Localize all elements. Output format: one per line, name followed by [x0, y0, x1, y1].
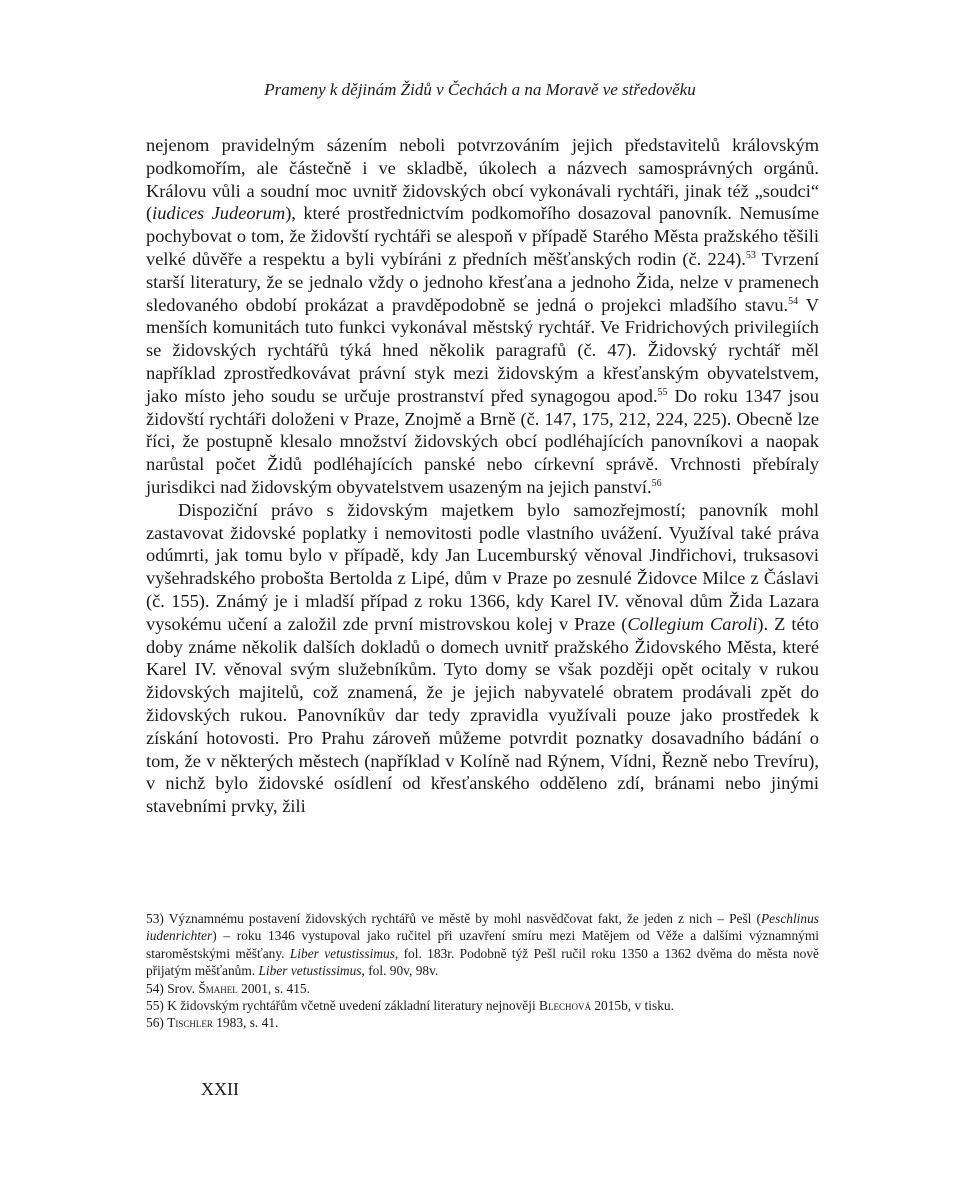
footnotes [146, 910, 819, 1032]
paragraph-2 [146, 499, 819, 818]
running-head: Prameny k dějinám Židů v Čechách a na Moravě ve středověku [264, 80, 696, 99]
text-run: 56) [146, 1015, 168, 1031]
italic-text: Liber vetustissimus [289, 945, 395, 961]
text-run: Dispoziční právo s židovským majetkem bylo samozřejmostí; panovník mohl zastavovat židovské poplatky i nemovitosti podle vlastního uvážení. Využíval také práva odúmrti, jak tomu bylo v případě, kdy Jan Lucemburský věnoval Jindřichovi, truksasovi vyšehradského probošta Bertolda z Lipé, dům v Praze po zesnulé Židovce Milce z Čáslavi (č. 155). Známý je i mladší případ z roku 1366, kdy Karel IV. věnoval dům Žida Lazara vysokému učení a založil zde první mistrovskou kolej v Praze ( [146, 499, 819, 634]
text-run: 2015b, v tisku. [590, 998, 674, 1014]
footnote-ref: 55 [657, 386, 668, 398]
footnote-55 [146, 997, 819, 1014]
italic-text: iudices Judeorum [152, 203, 286, 224]
text-run: Tvrzení starší literatury, že se jednalo vždy o jednoho křesťana a jednoho Žida, nelze v pramenech sledovaného období prokázat a pravděpodobně se jedná o projekci mladšího stavu. [146, 248, 819, 315]
footnote-ref: 53 [745, 249, 756, 261]
text-run: , fol. 90v, 98v. [361, 963, 439, 979]
italic-text: Collegium Caroli [627, 613, 758, 634]
text-run: 53) Významnému postavení židovských rychtářů ve městě by mohl nasvědčovat fakt, že jeden z nich – Pešl ( [146, 911, 761, 926]
text-run: Do roku 1347 jsou židovští rychtáři doloženi v Praze, Znojmě a Brně (č. 147, 175, 212, 224, 225). Obecně lze říci, že postupně klesalo množství židovských obcí podléhajících panovníkovi a naopak narůstal počet Židů podléhajících panské nebo církevní správě. Vrchnosti přebíraly jurisdikci nad židovským obyvatelstvem usazeným na jejich panství. [146, 385, 819, 497]
author-name: Blechová [539, 998, 591, 1014]
footnote-53 [146, 910, 819, 980]
text-run: 54) Srov. [146, 980, 199, 996]
text-run: ). Z této doby známe několik dalších dokladů o domech uvnitř pražského Židovského Města, které Karel IV. věnoval svým služebníkům. Tyto domy se však později opět ocitaly v rukou židovských majitelů, což znamená, že je jejich nabyvatelé obratem prodávali zpět do židovských rukou. Panovníkův dar tedy zpravidla využívali pouze jako prostředek k získání hotovosti. Pro Prahu zároveň můžeme potvrdit poznatky dosavadního bádání o tom, že v některých městech (například v Kolíně nad Rýnem, Vídni, Řezně nebo Trevíru), v nichž bylo židovské osídlení od křesťanského odděleno zdí, bránami nebo jinými stavebními prvky, žili [146, 613, 819, 817]
footnote-ref: 56 [651, 477, 662, 489]
author-name: Tischler [167, 1015, 213, 1031]
text-run: ) – roku 1346 vystupoval jako ručitel při uzavření smíru mezi Matějem od Věže a dalšími významnými staroměstskými měšťany. [146, 928, 819, 961]
text-run: 55) K židovským rychtářům včetně uvedení základní literatury nejnověji [146, 998, 540, 1014]
author-name: Šmahel [198, 980, 238, 996]
italic-text: Peschlinus iudenrichter [146, 911, 819, 944]
footnote-54 [146, 980, 819, 997]
text-run: 1983, s. 41. [212, 1015, 279, 1031]
text-run: nejenom pravidelným sázením neboli potvrzováním jejich představitelů královským podkomořím, ale částečně i ve skladbě, úkolech a názvech samosprávných orgánů. Královu vůli a soudní moc uvnitř židovských obcí vykonávali rychtáři, jinak též „soudci“ ( [146, 135, 819, 224]
text-run: V menších komunitách tuto funkci vykonával městský rychtář. Ve Fridrichových privilegiích se židovských rychtářů týká hned několik paragrafů (č. 47). Židovský rychtář měl například zprostředkovávat právní styk mezi židovským a křesťanským obyvatelstvem, jako místo jeho soudu se určuje prostranství před synagogou apod. [146, 294, 819, 406]
page-number: XXII [201, 1079, 239, 1099]
body-text [146, 134, 819, 818]
italic-text: Liber vetustissimus [258, 963, 362, 979]
text-run: ), které prostřednictvím podkomořího dosazoval panovník. Nemusíme pochybovat o tom, že židovští rychtáři se alespoň v případě Starého Města pražského těšili velké důvěře a respektu a byli vybíráni z předních měšťanských rodin (č. 224). [146, 203, 819, 269]
text-run: 2001, s. 415. [237, 980, 310, 996]
footnote-56 [146, 1014, 819, 1031]
text-run: , fol. 183r. Podobně týž Pešl ručil roku 1350 a 1362 dvěma do města nově přijatým měšťanům. [146, 945, 819, 979]
footnote-ref: 54 [788, 295, 799, 307]
paragraph-1 [146, 134, 819, 499]
